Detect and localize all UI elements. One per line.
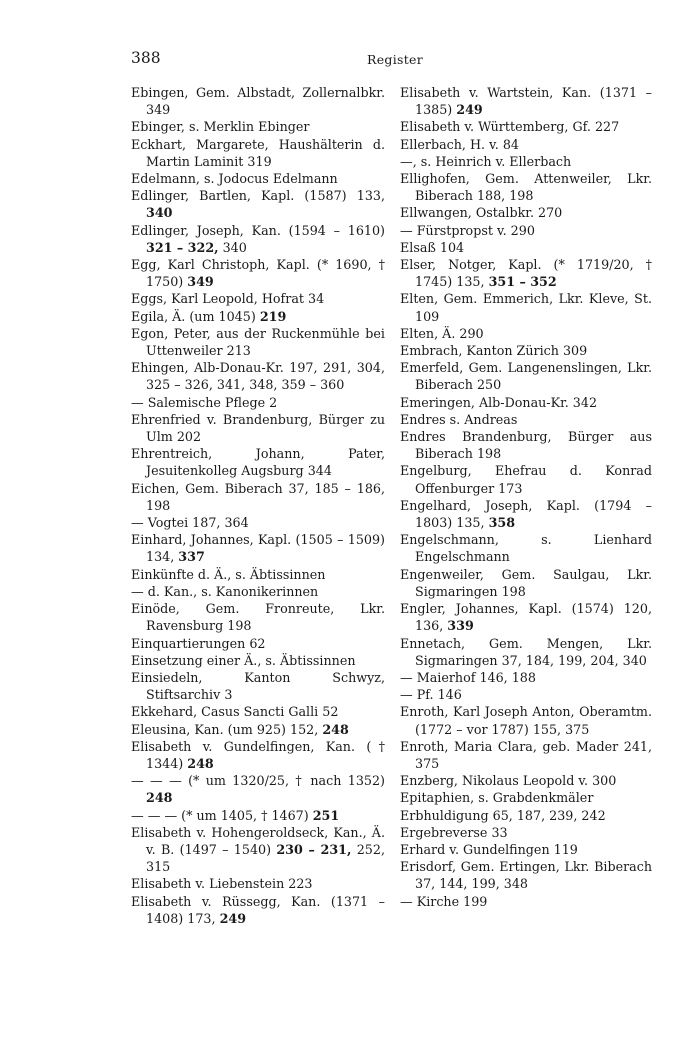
entry-text: Ekkehard, Casus Sancti Galli 52 <box>131 704 339 720</box>
entry-text: Ehrenfried v. Brandenburg, Bürger zu Ulm 202 <box>131 411 385 445</box>
bold-page-ref: 248 <box>187 755 214 771</box>
entry-text: — Salemische Pflege 2 <box>131 394 278 410</box>
entry-text: Eleusina, Kan. (um 925) 152, <box>131 721 323 737</box>
index-entry <box>131 669 385 703</box>
index-entry <box>131 531 385 565</box>
bold-page-ref: 249 <box>456 102 483 118</box>
entry-text: Engelburg, Ehefrau d. Konrad Offenburger 173 <box>400 463 652 496</box>
entry-text: Epitaphien, s. Grabdenkmäler <box>400 790 594 806</box>
entry-text: Elisabeth v. Rüssegg, Kan. (1371 – 1408) 173, <box>131 893 385 926</box>
index-entry <box>400 290 652 324</box>
index-entry <box>131 308 385 325</box>
entry-text: Engler, Johannes, Kapl. (1574) 120, 136, <box>400 601 652 634</box>
entry-text: — Vogtei 187, 364 <box>131 515 249 531</box>
index-entry <box>400 84 652 118</box>
index-entry <box>400 600 652 634</box>
running-head: Register <box>366 52 424 67</box>
entry-text: — — — (* um 1320/25, † nach 1352) <box>131 773 385 789</box>
index-entry <box>400 204 652 221</box>
right-column <box>400 84 652 910</box>
entry-text: Ellwangen, Ostalbkr. 270 <box>400 205 563 221</box>
index-entry <box>400 136 652 153</box>
bold-page-ref: 230 – 231, <box>276 841 352 857</box>
bold-page-ref: 340 <box>146 205 173 221</box>
index-entry <box>131 290 385 307</box>
index-entry <box>400 841 652 858</box>
index-entry <box>400 342 652 359</box>
entry-text: Elisabeth v. Gundelfingen, Kan. († 1344) <box>131 738 385 771</box>
entry-text: — Maierhof 146, 188 <box>400 669 536 685</box>
index-entry <box>400 170 652 204</box>
bold-page-ref: 337 <box>178 549 205 565</box>
bold-page-ref: 358 <box>488 515 516 531</box>
index-entry <box>131 170 385 187</box>
entry-text: — — — (* um 1405, † 1467) <box>131 807 313 823</box>
entry-text: —, s. Heinrich v. Ellerbach <box>400 153 572 169</box>
entry-text: Ergebreverse 33 <box>400 824 508 840</box>
entry-text: Eggs, Karl Leopold, Hofrat 34 <box>131 291 325 307</box>
index-entry <box>131 600 385 634</box>
entry-text: Ebingen, Gem. Albstadt, Zollernalbkr. 349 <box>131 85 385 118</box>
entry-text: Engelschmann, s. Lienhard Engelschmann <box>400 532 652 565</box>
entry-text: Eckhart, Margarete, Haushälterin d. Martin Laminit 319 <box>131 136 385 169</box>
index-entry <box>400 239 652 256</box>
index-entry <box>131 84 385 118</box>
index-entry <box>400 325 652 342</box>
entry-text: — Pf. 146 <box>400 687 462 703</box>
index-entry <box>131 136 385 170</box>
entry-text: Ebinger, s. Merklin Ebinger <box>131 119 310 135</box>
index-entry <box>400 738 652 772</box>
index-entry <box>400 789 652 806</box>
entry-text: Engelhard, Joseph, Kapl. (1794 – 1803) 135, <box>400 497 652 531</box>
entry-text: Ellerbach, H. v. 84 <box>400 136 519 152</box>
index-entry <box>131 566 385 583</box>
entry-text: Ennetach, Gem. Mengen, Lkr. Sigmaringen 37, 184, 199, 204, 340 <box>400 635 652 668</box>
entry-text: — d. Kan., s. Kanonikerinnen <box>131 583 319 599</box>
bold-page-ref: 349 <box>187 274 214 290</box>
index-entry <box>131 893 385 927</box>
index-entry <box>400 359 652 393</box>
index-entry <box>400 256 652 290</box>
index-entry <box>131 703 385 720</box>
entry-text: Ellighofen, Gem. Attenweiler, Lkr. Biberach 188, 198 <box>400 171 652 204</box>
bold-page-ref: 249 <box>219 910 247 926</box>
entry-text: Edlinger, Bartlen, Kapl. (1587) 133, <box>131 188 385 204</box>
index-entry <box>400 824 652 841</box>
entry-text: Einsetzung einer Ä., s. Äbtissinnen <box>131 652 356 668</box>
entry-text: Einkünfte d. Ä., s. Äbtissinnen <box>131 566 326 582</box>
entry-text: Elsaß 104 <box>400 239 465 255</box>
index-entry <box>131 222 385 256</box>
index-entry <box>400 531 652 565</box>
entry-text: Engenweiler, Gem. Saulgau, Lkr. Sigmaringen 198 <box>400 566 652 599</box>
entry-text: Ehrentreich, Johann, Pater, Jesuitenkolleg Augsburg 344 <box>131 446 385 479</box>
index-entry <box>131 256 385 290</box>
index-entry <box>400 566 652 600</box>
entry-text: Egon, Peter, aus der Ruckenmühle bei Uttenweiler 213 <box>131 325 385 359</box>
entry-text: Elten, Gem. Emmerich, Lkr. Kleve, St. 109 <box>400 291 652 324</box>
index-entry <box>400 497 652 531</box>
index-entry <box>400 858 652 892</box>
index-entry <box>400 703 652 737</box>
entry-text: Edlinger, Joseph, Kan. (1594 – 1610) <box>131 222 385 238</box>
entry-text: Enzberg, Nikolaus Leopold v. 300 <box>400 773 617 789</box>
entry-text: Elisabeth v. Liebenstein 223 <box>131 876 313 892</box>
entry-text: Elser, Notger, Kapl. (* 1719/20, † 1745) 135, <box>400 257 652 290</box>
entry-text: Elten, Ä. 290 <box>400 325 484 341</box>
entry-text: Elisabeth v. Hohengeroldseck, Kan., Ä. v. B. (1497 – 1540) <box>131 824 385 857</box>
entry-text: Emerfeld, Gem. Langenenslingen, Lkr. Biberach 250 <box>400 360 652 393</box>
entry-text: Ehingen, Alb-Donau-Kr. 197, 291, 304, 325 – 326, 341, 348, 359 – 360 <box>131 360 385 393</box>
bold-page-ref: 248 <box>146 790 173 806</box>
page-number: 388 <box>131 49 161 67</box>
index-entry <box>131 480 385 514</box>
index-entry <box>131 583 385 600</box>
index-entry <box>131 721 385 738</box>
index-entry <box>400 462 652 496</box>
entry-text: 252, 315 <box>146 841 385 875</box>
left-column <box>131 84 385 927</box>
bold-page-ref: 339 <box>447 618 474 634</box>
index-entry <box>131 824 385 876</box>
bold-page-ref: 248 <box>322 721 349 737</box>
index-entry <box>131 118 385 135</box>
index-entry <box>400 411 652 428</box>
index-entry <box>400 118 652 135</box>
index-entry <box>131 325 385 359</box>
bold-page-ref: 321 – 322, <box>146 239 219 255</box>
bold-page-ref: 351 – 352 <box>488 274 557 290</box>
index-entry <box>400 428 652 462</box>
entry-text: Erhard v. Gundelfingen 119 <box>400 841 578 857</box>
entry-text: — Kirche 199 <box>400 893 488 909</box>
entry-text: — Fürstpropst v. 290 <box>400 222 535 238</box>
entry-text: Eichen, Gem. Biberach 37, 185 – 186, 198 <box>131 480 385 513</box>
entry-text: Embrach, Kanton Zürich 309 <box>400 343 588 359</box>
index-entry <box>131 652 385 669</box>
entry-text: Einhard, Johannes, Kapl. (1505 – 1509) 134, <box>131 532 385 565</box>
index-entry <box>131 807 385 824</box>
index-entry <box>131 187 385 221</box>
entry-text: Enroth, Karl Joseph Anton, Oberamtm. (1772 – vor 1787) 155, 375 <box>400 704 652 737</box>
index-entry <box>131 411 385 445</box>
entry-text: Endres s. Andreas <box>400 411 518 427</box>
index-entry <box>131 514 385 531</box>
entry-text: Elisabeth v. Württemberg, Gf. 227 <box>400 119 620 135</box>
index-entry <box>400 686 652 703</box>
entry-text: Erisdorf, Gem. Ertingen, Lkr. Biberach 37, 144, 199, 348 <box>400 859 652 892</box>
index-entry <box>400 669 652 686</box>
index-entry <box>131 359 385 393</box>
bold-page-ref: 251 <box>312 807 340 823</box>
index-entry <box>131 394 385 411</box>
entry-text: Erbhuldigung 65, 187, 239, 242 <box>400 807 606 823</box>
bold-page-ref: 219 <box>259 308 287 324</box>
index-entry <box>400 394 652 411</box>
entry-text: Enroth, Maria Clara, geb. Mader 241, 375 <box>400 738 652 771</box>
entry-text: Edelmann, s. Jodocus Edelmann <box>131 171 338 187</box>
index-entry <box>400 772 652 789</box>
entry-text: Einsiedeln, Kanton Schwyz, Stiftsarchiv 3 <box>131 669 385 703</box>
index-entry <box>400 893 652 910</box>
entry-text: Emeringen, Alb-Donau-Kr. 342 <box>400 394 598 410</box>
index-entry <box>400 635 652 669</box>
entry-text: Egg, Karl Christoph, Kapl. (* 1690, † 1750) <box>131 257 385 290</box>
entry-text: Einquartierungen 62 <box>131 635 266 651</box>
index-entry <box>131 635 385 652</box>
entry-text: Elisabeth v. Wartstein, Kan. (1371 – 1385) <box>400 85 652 118</box>
entry-text: Egila, Ä. (um 1045) <box>131 308 260 324</box>
index-entry <box>400 153 652 170</box>
entry-text: Einöde, Gem. Fronreute, Lkr. Ravensburg 198 <box>131 601 385 634</box>
index-entry <box>400 222 652 239</box>
index-entry <box>131 738 385 772</box>
entry-text: Endres Brandenburg, Bürger aus Biberach 198 <box>400 429 652 462</box>
index-entry <box>131 875 385 892</box>
entry-text: 340 <box>218 239 247 255</box>
index-entry <box>131 772 385 806</box>
index-entry <box>400 807 652 824</box>
index-entry <box>131 445 385 479</box>
